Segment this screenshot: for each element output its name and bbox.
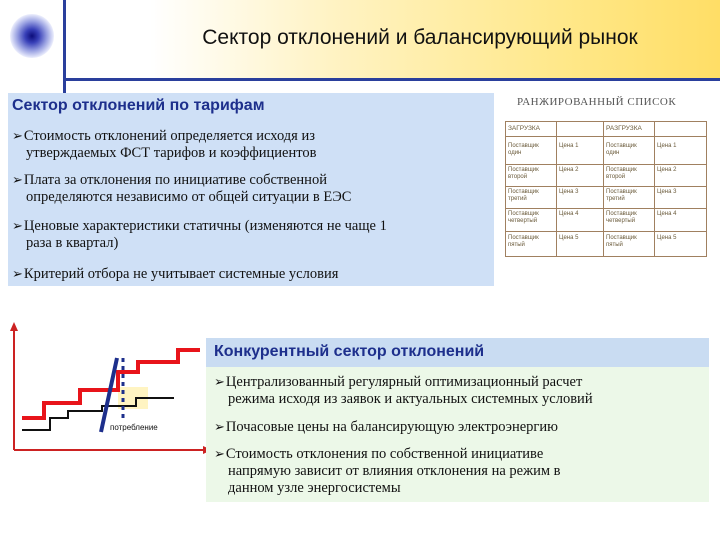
arrow-bullet-icon: ➢ (214, 447, 225, 462)
tariff-bullet-2-line-1: Плата за отклонения по инициативе собственной (23, 172, 327, 188)
arrow-bullet-icon: ➢ (12, 129, 23, 144)
unload-price-cell: Цена 5 (657, 235, 677, 241)
table-rule (556, 121, 557, 257)
tariff-sector-title: Сектор отклонений по тарифам (12, 97, 265, 114)
ranked-list-title: РАНЖИРОВАННЫЙ СПИСОК (517, 96, 677, 108)
competitive-bullet-3-line-2: напрямую зависит от влияния отклонения на режим в (228, 463, 561, 479)
tariff-bullet-2 (12, 172, 351, 206)
unload-supplier-cell: Поставщик один (606, 143, 637, 156)
table-rule (654, 121, 655, 257)
column-header-load: ЗАГРУЗКА (508, 125, 541, 132)
table-rule (505, 164, 707, 165)
unload-supplier-cell: Поставщик четвертый (606, 211, 637, 224)
competitive-sector-title: Конкурентный сектор отклонений (214, 343, 485, 360)
load-price-cell: Цена 5 (559, 235, 579, 241)
supply-step-chart (0, 318, 215, 458)
table-rule (505, 121, 506, 257)
tariff-bullet-1-line-2: утверждаемых ФСТ тарифов и коэффициентов (26, 145, 317, 161)
unload-supplier-cell: Поставщик второй (606, 167, 637, 180)
arrow-bullet-icon: ➢ (12, 219, 23, 234)
table-rule (505, 231, 707, 232)
arrow-bullet-icon: ➢ (214, 375, 225, 390)
slide-title: Сектор отклонений и балансирующий рынок (202, 26, 638, 49)
ranked-list-table (505, 121, 707, 257)
column-header-unload: РАЗГРУЗКА (606, 125, 642, 132)
y-axis-arrow-icon (10, 322, 18, 331)
unload-supplier-cell: Поставщик пятый (606, 235, 637, 248)
competitive-bullet-1 (214, 374, 593, 408)
unload-price-cell: Цена 1 (657, 143, 677, 149)
load-supplier-cell: Поставщик второй (508, 167, 539, 180)
unload-price-cell: Цена 2 (657, 167, 677, 173)
competitive-bullet-3-line-1: Стоимость отклонения по собственной инициативе (225, 446, 544, 462)
load-supplier-cell: Поставщик четвертый (508, 211, 539, 224)
unload-price-cell: Цена 4 (657, 211, 677, 217)
tariff-bullet-3-line-2: раза в квартал) (26, 235, 119, 251)
load-supplier-cell: Поставщик пятый (508, 235, 539, 248)
tariff-bullet-2-line-2: определяются независимо от общей ситуации в ЕЭС (26, 189, 352, 205)
competitive-bullet-3 (214, 446, 561, 497)
table-rule (505, 256, 707, 257)
tariff-bullet-3 (12, 218, 387, 252)
arrow-bullet-icon: ➢ (12, 267, 23, 282)
table-rule (505, 121, 707, 122)
table-rule (603, 121, 604, 257)
load-price-cell: Цена 1 (559, 143, 579, 149)
consumption-line (101, 358, 117, 432)
load-price-cell: Цена 2 (559, 167, 579, 173)
unload-supplier-cell: Поставщик третий (606, 189, 637, 202)
competitive-bullet-1-line-2: режима исходя из заявок и актуальных системных условий (228, 391, 593, 407)
consumption-label: потребление (110, 423, 158, 432)
arrow-bullet-icon: ➢ (214, 420, 225, 435)
load-price-cell: Цена 4 (559, 211, 579, 217)
table-rule (706, 121, 707, 257)
tariff-bullet-1-line-1: Стоимость отклонений определяется исходя из (23, 128, 315, 144)
table-rule (505, 136, 707, 137)
arrow-bullet-icon: ➢ (12, 173, 23, 188)
competitive-bullet-2 (214, 419, 558, 436)
load-price-cell: Цена 3 (559, 189, 579, 195)
header-horizontal-rule (63, 78, 720, 81)
table-rule (505, 186, 707, 187)
tariff-bullet-4 (12, 266, 338, 283)
load-supplier-cell: Поставщик один (508, 143, 539, 156)
table-rule (505, 208, 707, 209)
competitive-bullet-1-line-1: Централизованный регулярный оптимизационный расчет (225, 374, 583, 390)
unload-price-cell: Цена 3 (657, 189, 677, 195)
tariff-bullet-1 (12, 128, 316, 162)
tariff-bullet-4-line-1: Критерий отбора не учитывает системные условия (23, 266, 339, 282)
load-supplier-cell: Поставщик третий (508, 189, 539, 202)
tariff-bullet-3-line-1: Ценовые характеристики статичны (изменяются не чаще 1 (23, 218, 387, 234)
logo-sphere-icon (10, 14, 54, 58)
competitive-bullet-3-line-3: данном узле энергосистемы (228, 480, 401, 496)
competitive-bullet-2-line-1: Почасовые цены на балансирующую электроэнергию (225, 419, 558, 435)
